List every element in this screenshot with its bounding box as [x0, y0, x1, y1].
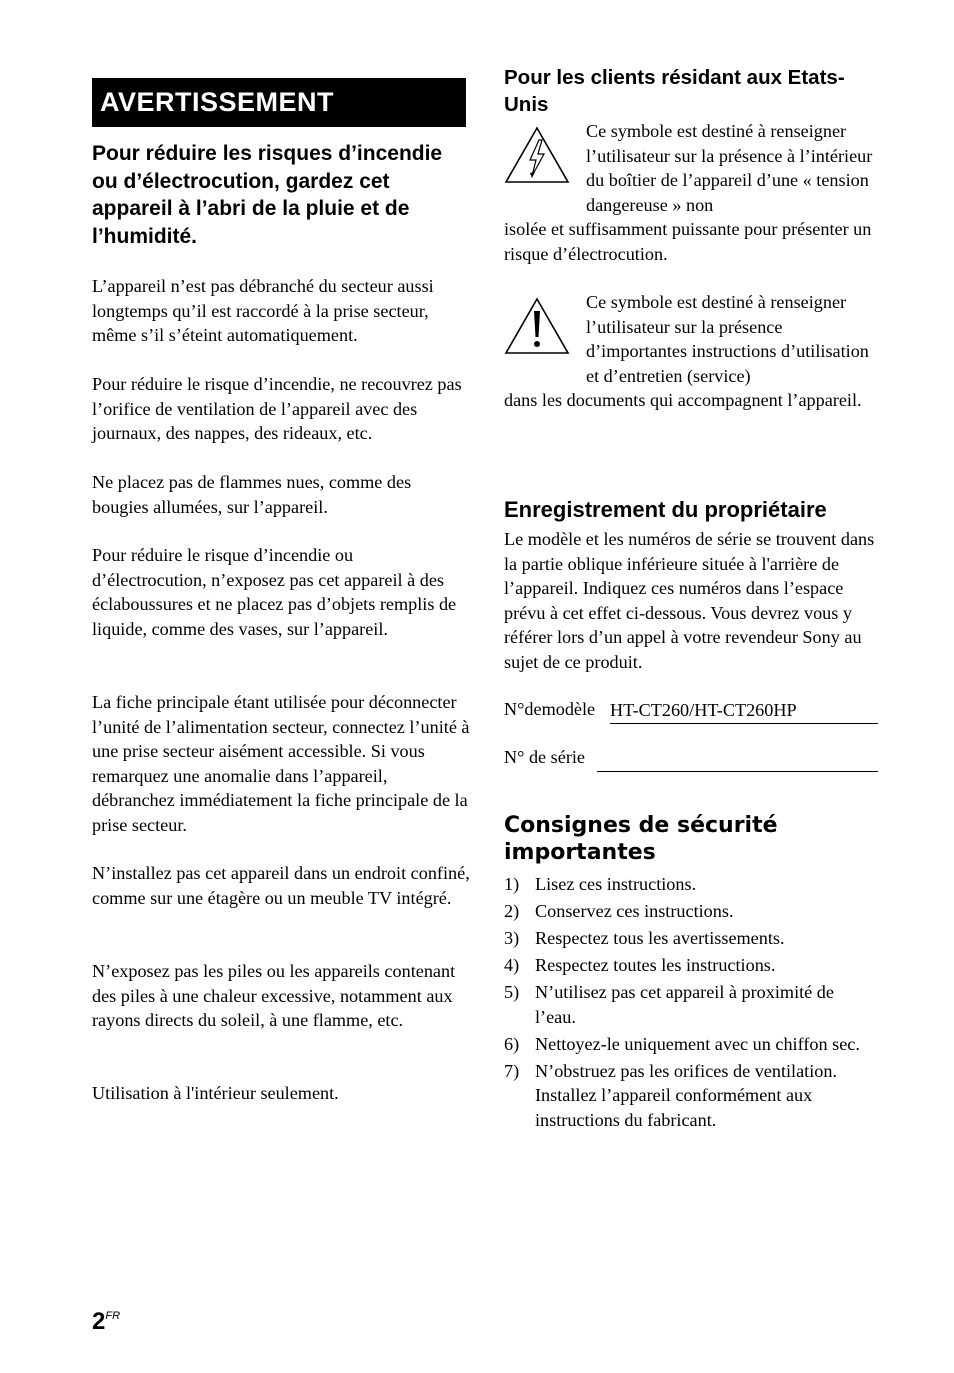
safety-instructions-list	[504, 872, 878, 1135]
paragraph-flames: Ne placez pas de flammes nues, comme des bougies allumées, sur l’appareil.	[92, 472, 412, 517]
paragraph-ventilation: Pour réduire le risque d’incendie, ne recouvrez pas l’orifice de ventilation de l’appareil avec des journaux, des nappes, des rideaux, etc.	[92, 374, 462, 443]
registration-heading: Enregistrement du propriétaire	[504, 497, 827, 522]
list-item: 5) N’utilisez pas cet appareil à proximité de l’eau.	[504, 982, 834, 1027]
paragraph-indoor: Utilisation à l'intérieur seulement.	[92, 1083, 339, 1103]
list-item: 6) Nettoyez-le uniquement avec un chiffon sec.	[504, 1033, 860, 1054]
serial-value[interactable]	[597, 747, 878, 772]
symbol1-text-continued: isolée et suffisamment puissante pour présenter un risque d’électrocution.	[504, 219, 872, 264]
model-number-field	[504, 699, 878, 725]
symbol1-text: Ce symbole est destiné à renseigner l’utilisateur sur la présence à l’intérieur du boîtier de l’appareil d’une « tension dangereuse » non	[586, 121, 873, 215]
safety-instructions-heading: Consignes de sécurité importantes	[504, 813, 778, 865]
list-item: 2) Conservez ces instructions.	[504, 901, 734, 921]
us-customers-heading: Pour les clients résidant aux Etats-Unis	[504, 66, 845, 116]
symbol2-text-continued: dans les documents qui accompagnent l’appareil.	[504, 390, 862, 410]
list-item: 3) Respectez tous les avertissements.	[504, 928, 785, 948]
registration-text: Le modèle et les numéros de série se trouvent dans la partie oblique inférieure située à l'arrière de l’appareil. Indiquez ces numéros dans l’espace prévu à cet effet ci-dessous. Vous devrez vous y référer lors d’un appel à votre revendeur Sony au sujet de ce produit.	[504, 529, 875, 672]
language-code: FR	[105, 1310, 121, 1322]
lightning-triangle-icon	[504, 126, 570, 184]
page-number	[92, 1308, 120, 1336]
paragraph-disconnect: L’appareil n’est pas débranché du secteur aussi longtemps qu’il est raccordé à la prise secteur, même s’il s’éteint automatiquement.	[92, 276, 434, 345]
model-label: N°demodèle	[504, 699, 596, 719]
symbol2-text: Ce symbole est destiné à renseigner l’utilisateur sur la présence d’importantes instructions d’utilisation et d’entretien (service)	[586, 292, 869, 386]
serial-label: N° de série	[504, 747, 586, 767]
list-item: 1) Lisez ces instructions.	[504, 874, 697, 894]
list-item: 4) Respectez toutes les instructions.	[504, 955, 776, 975]
exclamation-triangle-icon	[504, 297, 570, 355]
warning-heading: Pour réduire les risques d’incendie ou d’électrocution, gardez cet appareil à l’abri de la pluie et de l’humidité.	[92, 142, 443, 248]
paragraph-main-plug: La fiche principale étant utilisée pour déconnecter l’unité de l’alimentation secteur, connectez l’unité à une prise secteur aisément accessible. Si vous remarquez une anomalie dans l’appareil, débranchez immédiatement la fiche principale de la prise secteur.	[92, 692, 470, 835]
page-number-value: 2	[92, 1308, 106, 1335]
list-item: 7) N’obstruez pas les orifices de ventilation. Installez l’appareil conformément aux instructions du fabricant.	[504, 1060, 838, 1130]
model-value[interactable]: HT-CT260/HT-CT260HP	[610, 699, 878, 724]
warning-banner: AVERTISSEMENT	[92, 78, 466, 127]
serial-number-field	[504, 747, 878, 773]
paragraph-confined: N’installez pas cet appareil dans un endroit confiné, comme sur une étagère ou un meuble TV intégré.	[92, 863, 470, 908]
paragraph-liquids: Pour réduire le risque d’incendie ou d’électrocution, n’exposez pas cet appareil à des éclaboussures et ne placez pas d’objets remplis de liquide, comme des vases, sur l’appareil.	[92, 545, 457, 639]
paragraph-batteries: N’exposez pas les piles ou les appareils contenant des piles à une chaleur excessive, notamment aux rayons directs du soleil, à une flamme, etc.	[92, 961, 456, 1030]
